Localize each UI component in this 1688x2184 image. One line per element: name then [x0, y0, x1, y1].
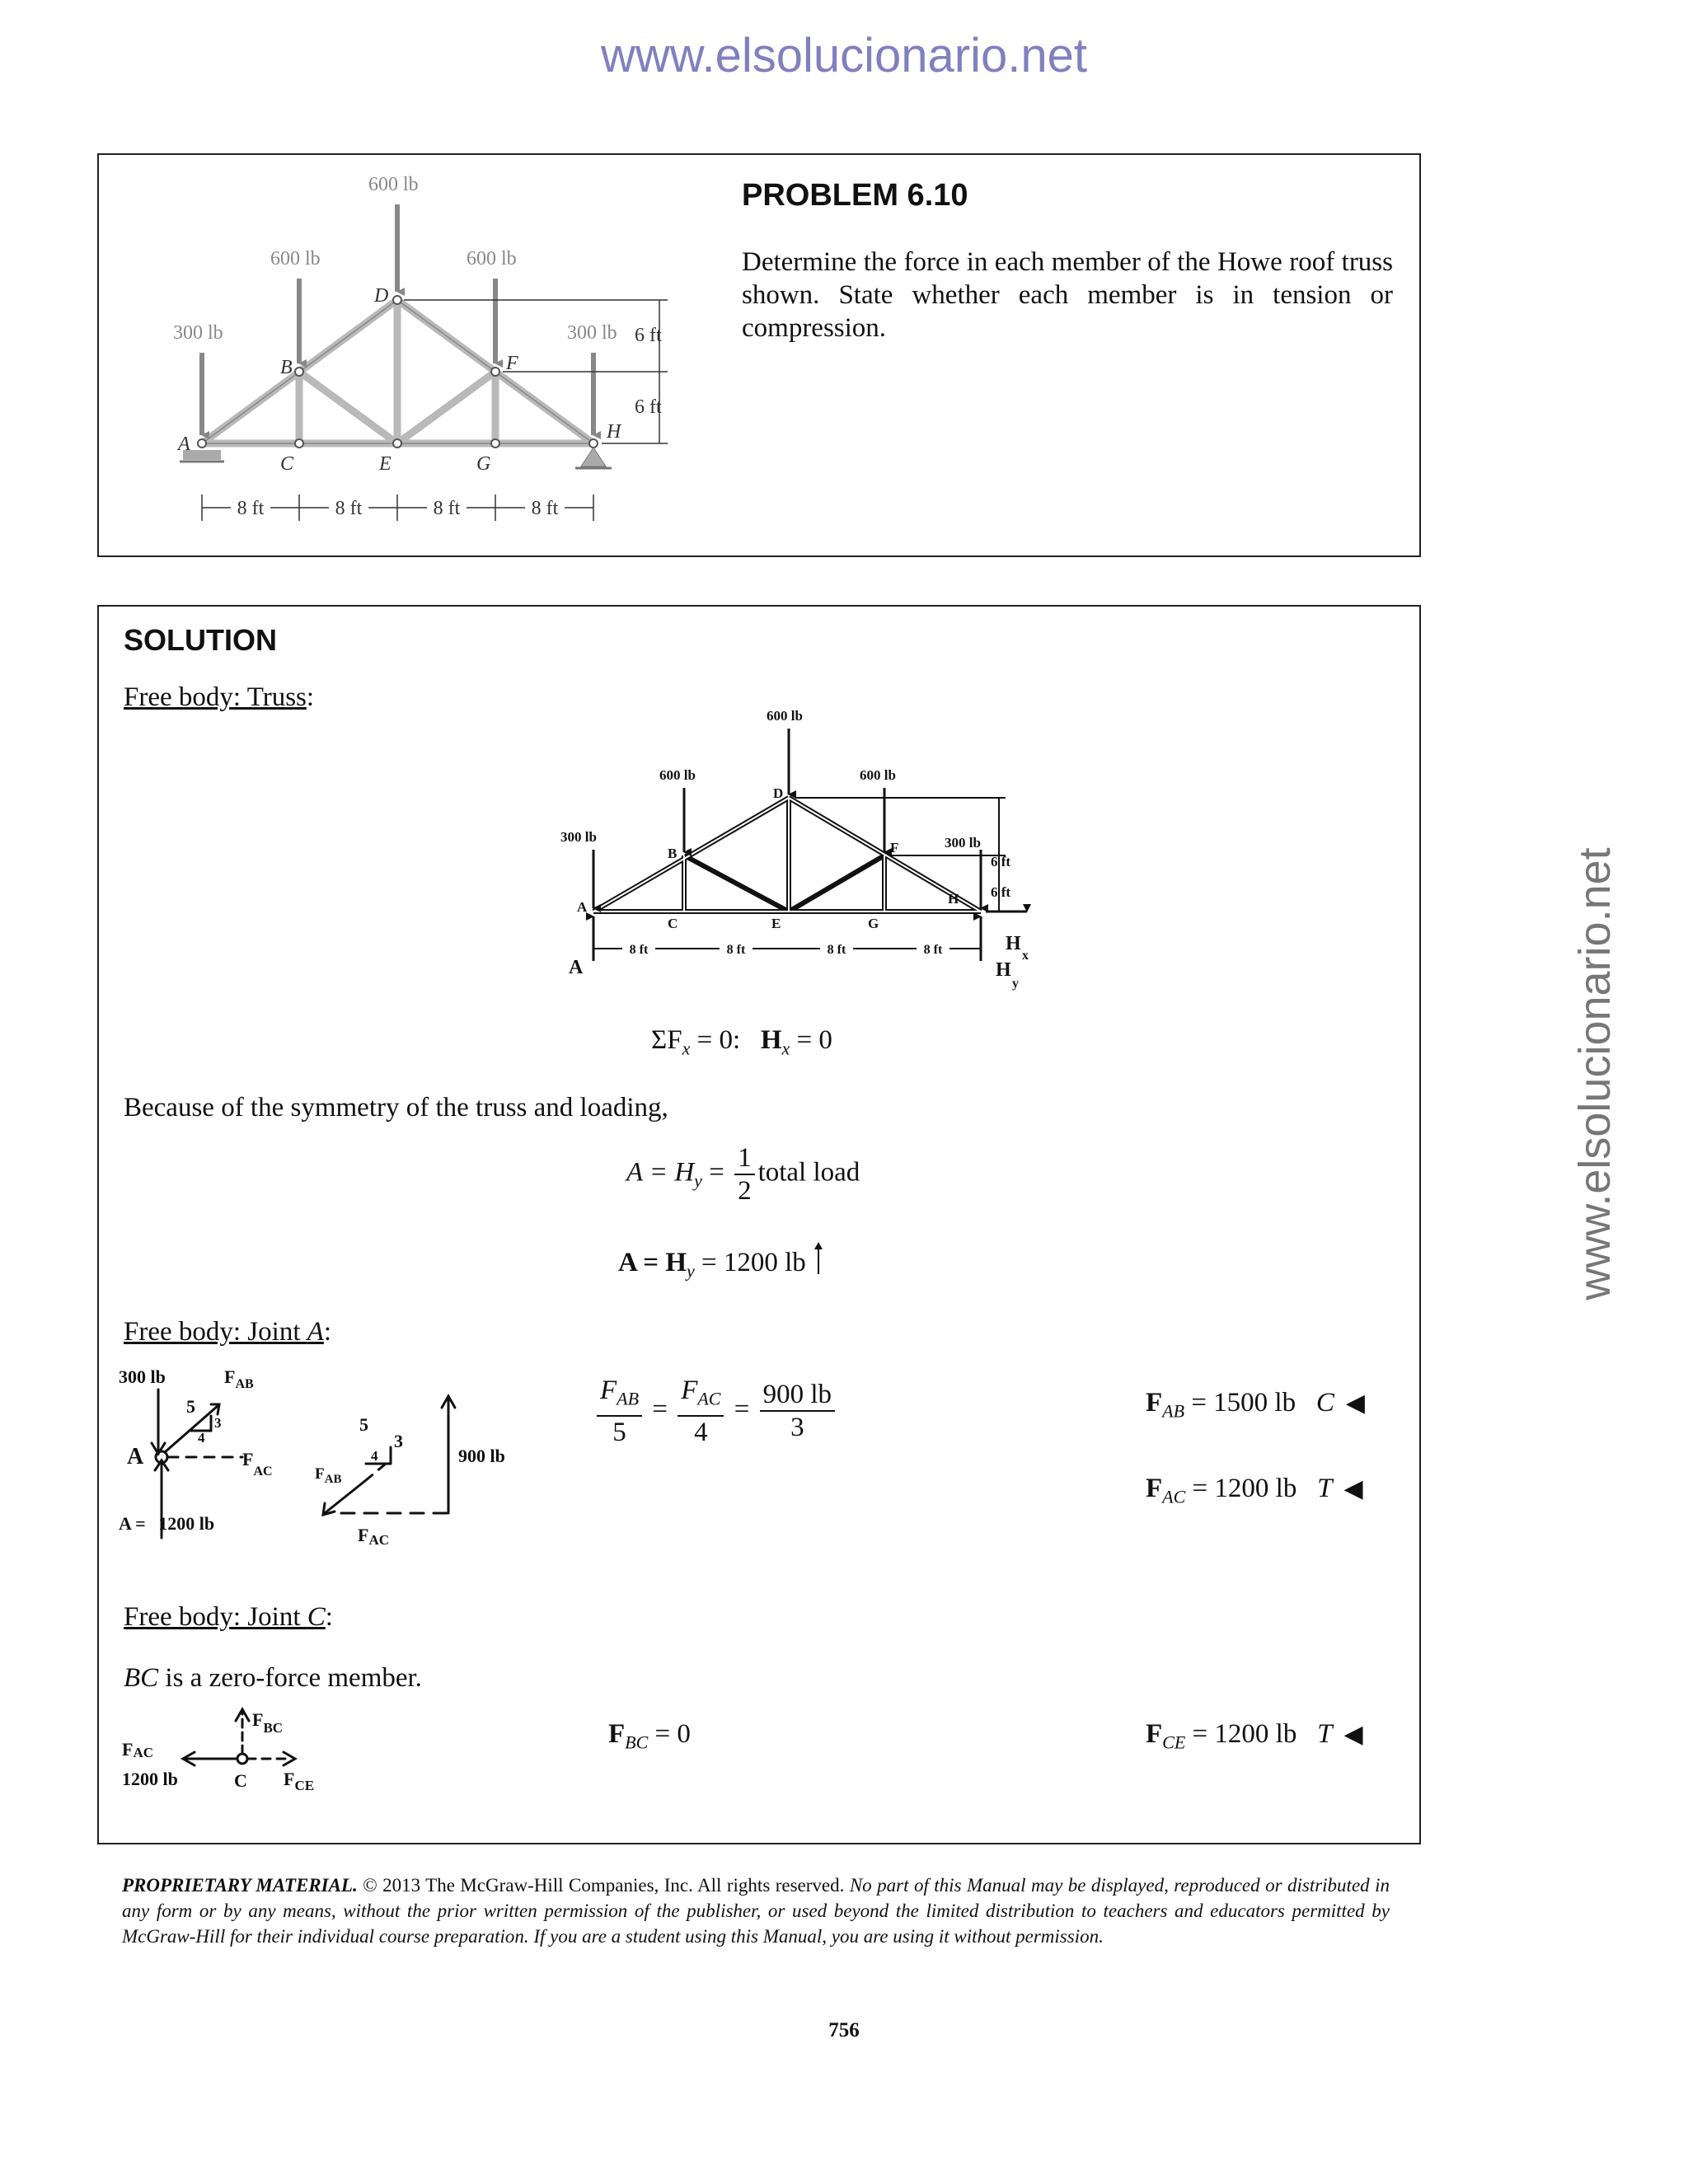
joint-label: A: [178, 434, 190, 455]
page-number: 756: [828, 2019, 860, 2041]
tri-four: 4: [371, 1448, 378, 1464]
span-label: 8 ft: [237, 498, 265, 519]
fbd-height-label: 6 ft: [991, 854, 1011, 869]
load-label: 600 lb: [368, 174, 419, 195]
fbd-reaction-label: H: [996, 959, 1011, 981]
fbd-span-label: 8 ft: [726, 943, 746, 957]
fbd-joint-label: F: [890, 840, 899, 855]
joint-label: G: [476, 453, 491, 475]
equation-sum-fx: $\Sigma F_x = 0$: $H_x = 0$: [651, 1025, 832, 1059]
equation-ratio: $\frac{F_{AB}}{5}$ = $\frac{F_{AC}}{4}$ = $\frac{900 lb}{3}$: [593, 1375, 838, 1448]
joint-c-sketch: [119, 1703, 366, 1802]
fbd-joint-label: D: [773, 785, 784, 801]
watermark-top: www.elsolucionario.net: [601, 29, 1087, 82]
free-body-truss-heading: Free body: Truss:: [124, 682, 315, 712]
tri-fab: $F_{AB}$: [315, 1465, 342, 1486]
load-label: 600 lb: [270, 248, 321, 269]
problem-statement: Determine the force in each member of the Howe roof truss shown. State whether each member is in tension or compression.: [742, 247, 1393, 343]
answer-marker-icon: ◀: [1343, 1720, 1363, 1749]
tri-fac: FAC: [358, 1525, 390, 1548]
fbd-span-label: 8 ft: [923, 943, 943, 957]
problem-box: [97, 153, 1421, 557]
truss-free-body-diagram: [544, 705, 1029, 1002]
result-fab: $F_{AB} = 1500$ lb C ◀: [1146, 1388, 1365, 1422]
height-label: 6 ft: [635, 396, 662, 418]
sketch-c-fac-val: 1200 lb: [122, 1769, 178, 1789]
free-body-joint-a-heading: Free body: Joint A:: [124, 1317, 332, 1347]
joint-label: E: [379, 453, 392, 475]
sketch-three: 3: [214, 1415, 222, 1431]
sketch-c-fac: FAC: [122, 1739, 154, 1760]
symmetry-statement: Because of the symmetry of the truss and loading,: [124, 1093, 668, 1122]
fbd-joint-label: B: [668, 846, 678, 861]
fbd-span-label: 8 ft: [629, 943, 649, 957]
sketch-joint-a: A: [127, 1444, 144, 1469]
tri-five: 5: [359, 1414, 368, 1435]
sketch-c-joint: C: [234, 1770, 247, 1791]
joint-a-sketch: [119, 1365, 514, 1546]
joint-label: F: [506, 353, 518, 374]
load-label: 300 lb: [173, 322, 223, 344]
fbd-height-label: 6 ft: [991, 884, 1011, 900]
result-fbc: $F_{BC} = 0$: [608, 1719, 691, 1753]
watermark-side: www.elsolucionario.net: [1570, 847, 1620, 1301]
sketch-load: 300 lb: [119, 1366, 166, 1387]
problem-title: PROBLEM 6.10: [742, 178, 968, 213]
answer-marker-icon: ◀: [1343, 1474, 1363, 1503]
free-body-joint-c-heading: Free body: Joint C:: [124, 1602, 333, 1632]
up-arrow-icon: [813, 1241, 824, 1276]
fbd-load-label: 600 lb: [767, 708, 803, 724]
solution-title: SOLUTION: [124, 623, 277, 657]
fbd-joint-label: A: [577, 899, 588, 915]
solution-box: [97, 605, 1421, 1844]
joint-label: H: [607, 421, 621, 443]
sketch-reaction: A = 1200 lb: [119, 1513, 215, 1534]
load-label: 300 lb: [567, 322, 617, 344]
sketch-fac: $F_{AC}$: [242, 1449, 273, 1479]
fbd-joint-label: E: [771, 916, 781, 931]
fbd-reaction-label: y: [1012, 977, 1019, 991]
fbd-reaction-label: A: [569, 957, 584, 978]
proprietary-footer: PROPRIETARY MATERIAL. © 2013 The McGraw-Hill Companies, Inc. All rights reserved. No part of this Manual may be displayed, reproduced or distributed in any form or by any means, without the prior written permission of the publisher, or used beyond the limited distribution to teachers and educators permitted by McGraw-Hill for their individual course preparation. If you are a student using this Manual, you are using it without permission.: [122, 1875, 1390, 1947]
fbd-load-label: 600 lb: [860, 767, 896, 783]
span-label: 8 ft: [433, 498, 461, 519]
sketch-five: 5: [186, 1396, 195, 1417]
fbd-span-label: 8 ft: [827, 943, 846, 957]
result-fac: $F_{AC} = 1200$ lb T ◀: [1146, 1474, 1363, 1507]
height-label: 6 ft: [635, 325, 662, 346]
problem-truss-figure: [99, 155, 709, 555]
fbd-joint-label: G: [868, 916, 879, 931]
tri-three: 3: [394, 1431, 403, 1451]
fbd-reaction-label: H: [1006, 933, 1021, 954]
fbd-load-label: 300 lb: [945, 835, 981, 851]
answer-marker-icon: ◀: [1345, 1389, 1365, 1418]
joint-label: B: [280, 357, 293, 378]
equation-reactions: $A = H_y = 1200$ lb: [618, 1241, 824, 1282]
load-label: 600 lb: [467, 248, 517, 269]
fbd-joint-label: C: [668, 916, 678, 931]
sketch-four: 4: [198, 1430, 205, 1446]
fbd-reaction-label: x: [1022, 949, 1029, 963]
joint-label: D: [374, 285, 389, 307]
result-fce: $F_{CE} = 1200$ lb T ◀: [1146, 1719, 1363, 1753]
zero-force-statement: BC is a zero-force member.: [124, 1663, 422, 1693]
sketch-c-fbc: $F_{BC}$: [252, 1709, 284, 1736]
sketch-c-fce: $F_{CE}$: [284, 1769, 315, 1793]
fbd-load-label: 300 lb: [560, 829, 597, 845]
span-label: 8 ft: [335, 498, 363, 519]
equation-half-load: $A = H_y$ = $\frac{1}{2}$ total load: [626, 1143, 860, 1206]
joint-label: C: [280, 453, 294, 475]
fbd-joint-label: H: [948, 891, 959, 907]
span-label: 8 ft: [531, 498, 559, 519]
tri-side: 900 lb: [458, 1446, 505, 1466]
sketch-fab: $F_{AB}$: [224, 1366, 254, 1391]
fbd-load-label: 600 lb: [659, 767, 696, 783]
